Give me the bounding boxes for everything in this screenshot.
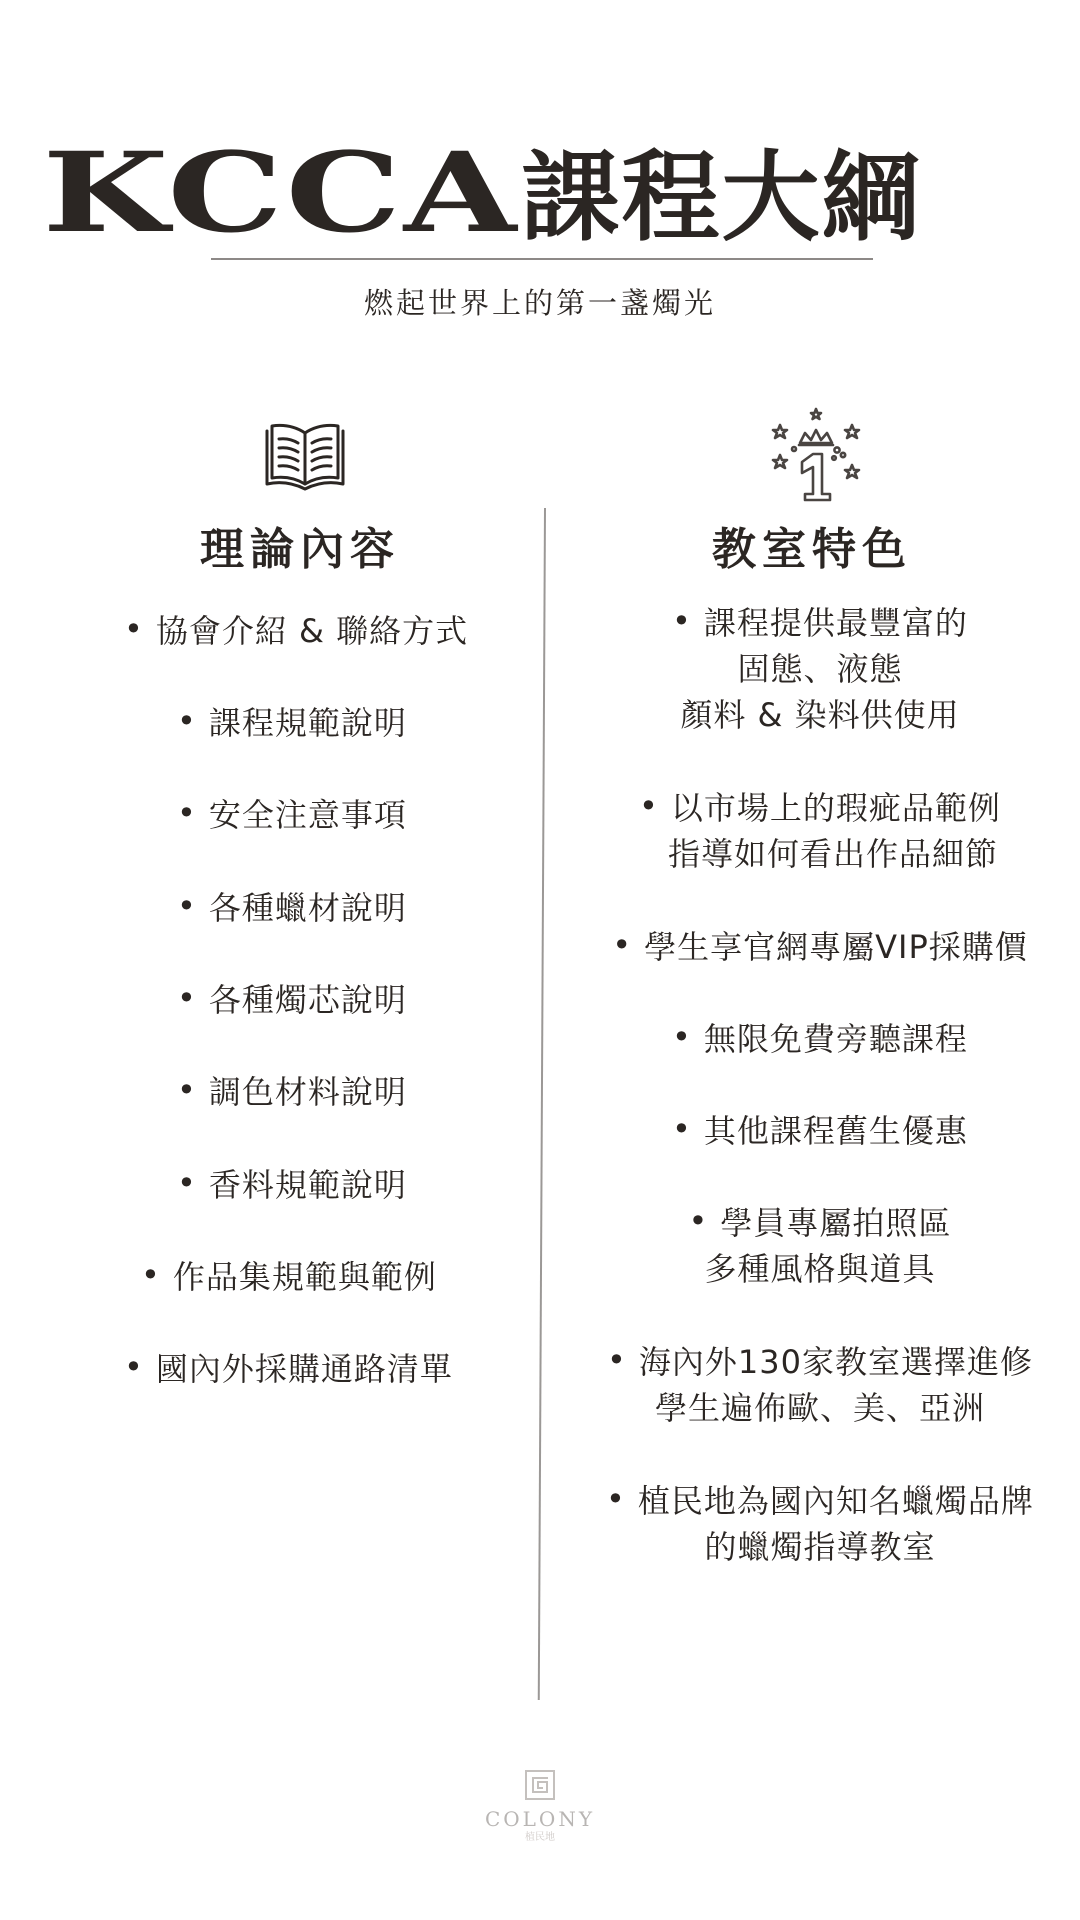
number-one-award-icon	[770, 407, 862, 502]
feature-item	[575, 1478, 1065, 1570]
colony-logo	[480, 1768, 600, 1848]
list-item	[124, 1346, 453, 1392]
feature-line: • 植民地為國內知名蠟燭品牌	[575, 1478, 1065, 1524]
bullet: •	[606, 1480, 626, 1518]
list-item-text: 課程規範說明	[208, 704, 407, 742]
bullet: •	[177, 887, 197, 925]
bullet: •	[177, 979, 197, 1017]
feature-item	[575, 1200, 1065, 1292]
list-item	[177, 977, 407, 1023]
bullet: •	[177, 702, 197, 740]
column-divider	[538, 508, 546, 1700]
title-divider	[211, 258, 873, 260]
list-item	[177, 1162, 407, 1208]
list-item-text: 各種燭芯說明	[208, 981, 407, 1019]
feature-item	[575, 1339, 1065, 1431]
feature-line: • 學生享官網專屬VIP採購價	[575, 924, 1065, 970]
bullet: •	[672, 602, 692, 640]
title-brand: KCCA	[42, 128, 520, 257]
list-item-text: 協會介紹 & 聯絡方式	[155, 612, 469, 650]
feature-line: • 海內外130家教室選擇進修	[575, 1339, 1065, 1385]
logo-text: COLONY	[484, 1807, 596, 1831]
feature-item	[575, 600, 1065, 738]
feature-line: • 學員專屬拍照區	[575, 1200, 1065, 1246]
feature-item	[575, 785, 1065, 877]
bullet: •	[672, 1110, 692, 1148]
feature-line: • 其他課程舊生優惠	[575, 1108, 1065, 1154]
list-item-text: 作品集規範與範例	[172, 1258, 437, 1296]
bullet: •	[141, 1256, 161, 1294]
bullet: •	[177, 794, 197, 832]
feature-line: 指導如何看出作品細節	[667, 835, 998, 873]
list-item-text: 國內外採購通路清單	[155, 1350, 453, 1388]
subtitle: 燃起世界上的第一盞燭光	[363, 286, 716, 320]
bullet: •	[672, 1018, 692, 1056]
list-item	[124, 608, 468, 654]
feature-line: 的蠟燭指導教室	[704, 1528, 936, 1566]
list-item	[177, 700, 407, 746]
logo-small-text: 植民地	[525, 1832, 555, 1843]
list-item	[141, 1254, 437, 1300]
feature-line: 顏料 & 染料供使用	[680, 696, 960, 734]
bullet: •	[607, 1341, 627, 1379]
title-rest: 課程大綱	[521, 141, 922, 255]
bullet: •	[177, 1164, 197, 1202]
colony-logo-mark-icon	[523, 1768, 557, 1802]
feature-line: • 無限免費旁聽課程	[575, 1016, 1065, 1062]
left-column-heading: 理論內容	[200, 524, 400, 575]
feature-item	[575, 1016, 1065, 1062]
bullet: •	[124, 610, 144, 648]
bullet: •	[612, 926, 633, 964]
feature-line: • 課程提供最豐富的	[575, 600, 1065, 646]
bullet: •	[688, 1202, 709, 1240]
feature-line: 多種風格與道具	[704, 1250, 936, 1288]
list-item	[177, 792, 407, 838]
feature-line: 學生遍佈歐、美、亞洲	[654, 1389, 985, 1427]
right-column-heading: 教室特色	[712, 524, 912, 575]
list-item-text: 調色材料說明	[208, 1073, 407, 1111]
feature-line: • 以市場上的瑕疵品範例	[575, 785, 1065, 831]
bullet: •	[177, 1071, 197, 1109]
feature-item	[575, 924, 1065, 970]
bullet: •	[124, 1348, 144, 1386]
book-icon	[259, 418, 351, 496]
list-item	[177, 1069, 407, 1115]
feature-item	[575, 1108, 1065, 1154]
page-title	[0, 128, 1080, 263]
list-item-text: 安全注意事項	[208, 796, 407, 834]
feature-line: 固態、液態	[737, 650, 903, 688]
list-item-text: 各種蠟材說明	[208, 889, 407, 927]
bullet: •	[639, 787, 659, 825]
list-item	[177, 885, 407, 931]
list-item-text: 香料規範說明	[208, 1166, 407, 1204]
